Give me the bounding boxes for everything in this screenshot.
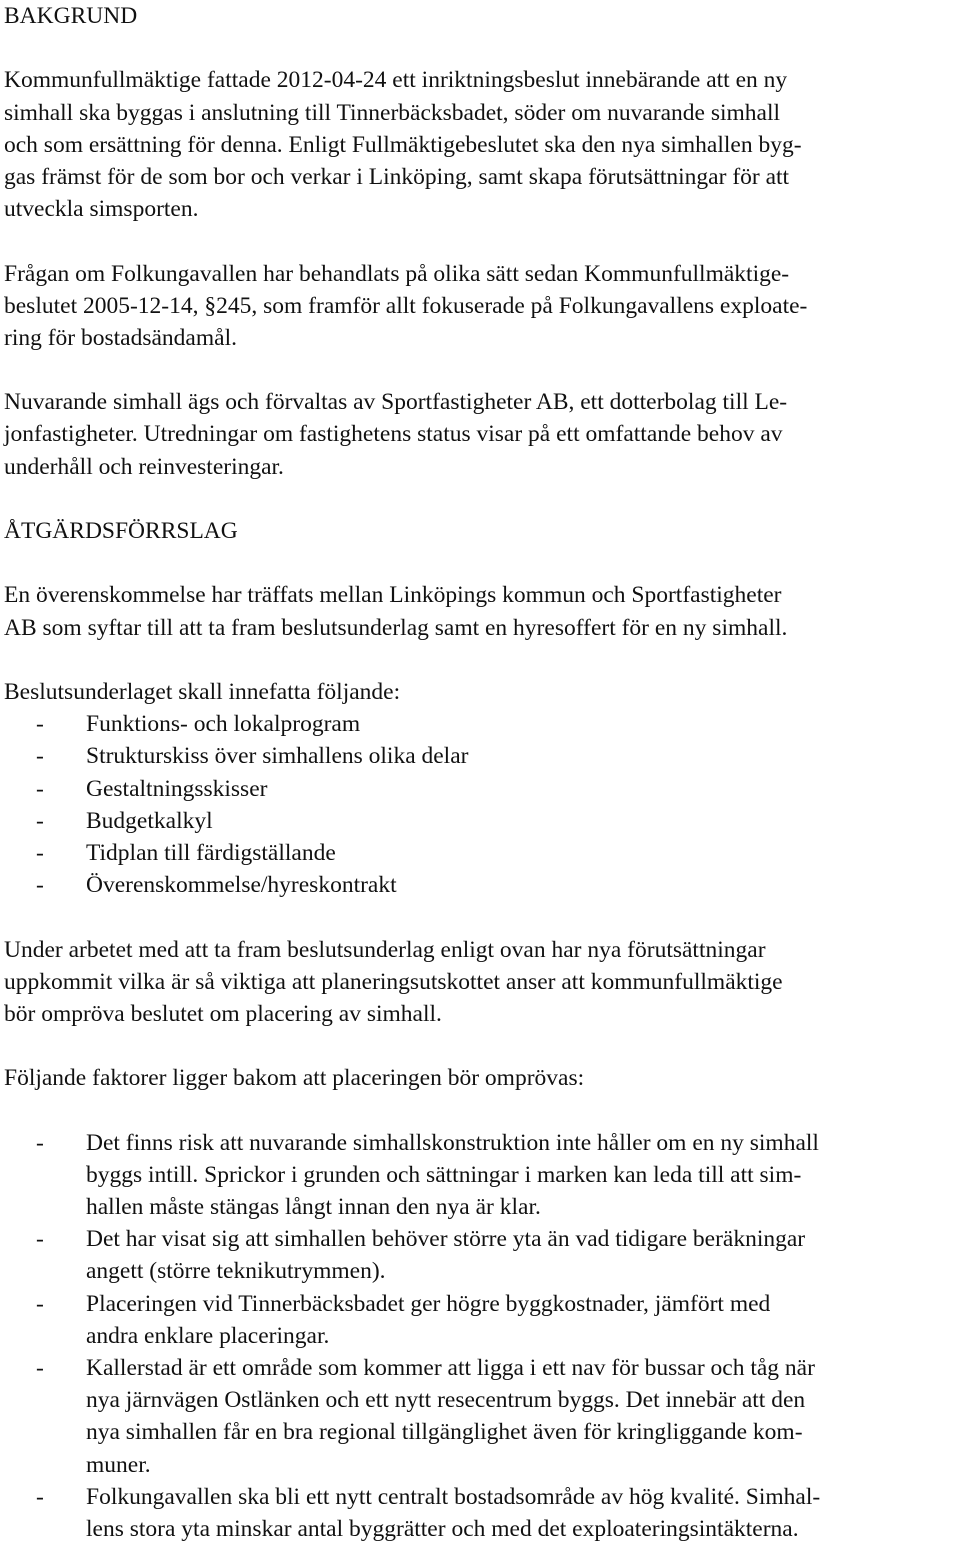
list-item — [4, 837, 958, 869]
dash-bullet: - — [36, 711, 44, 738]
dash-bullet: - — [36, 1226, 44, 1253]
paragraph-line: En överenskommelse har träffats mellan Linköpings kommun och Sportfastigheter — [4, 582, 782, 609]
paragraph-line: AB som syftar till att ta fram beslutsunderlag samt en hyresoffert för en ny simhall. — [4, 614, 788, 641]
paragraph-line: uppkommit vilka är så viktiga att planeringsutskottet anser att kommunfullmäktige — [4, 968, 783, 995]
paragraph-line: beslutet 2005-12-14, §245, som framför allt fokuserade på Folkungavallens exploate- — [4, 292, 808, 319]
paragraph-line: ring för bostadsändamål. — [4, 324, 237, 351]
list-item-line: byggs intill. Sprickor i grunden och sättningar i marken kan leda till att sim- — [86, 1161, 802, 1188]
list-item-line: Det finns risk att nuvarande simhallskonstruktion inte håller om en ny simhall — [86, 1129, 819, 1156]
list-item-line: Tidplan till färdigställande — [86, 839, 336, 866]
paragraph-line: gas främst för de som bor och verkar i Linköping, samt skapa förutsättningar för att — [4, 163, 790, 190]
paragraph-line: och som ersättning för denna. Enligt Fullmäktigebeslutet ska den nya simhallen byg- — [4, 131, 802, 158]
paragraph-line: simhall ska byggas i anslutning till Tinnerbäcksbadet, söder om nuvarande simhall — [4, 99, 781, 126]
list-item-line: Strukturskiss över simhallens olika delar — [86, 743, 469, 770]
paragraph-1 — [4, 64, 958, 225]
list-intro-beslutsunderlag: Beslutsunderlaget skall innefatta följande: — [4, 678, 401, 705]
list-item-line: Kallerstad är ett område som kommer att ligga i ett nav för bussar och tåg när — [86, 1354, 815, 1381]
list-item-line: muner. — [86, 1451, 151, 1478]
heading-atgardsforslag: ÅTGÄRDSFÖRRSLAG — [4, 518, 238, 544]
spacer — [4, 547, 958, 579]
paragraph-line: Kommunfullmäktige fattade 2012-04-24 ett inriktningsbeslut innebärande att en ny — [4, 67, 788, 94]
list-item — [4, 805, 958, 837]
list-item-line: Folkungavallen ska bli ett nytt centralt bostadsområde av hög kvalité. Simhal- — [86, 1483, 821, 1510]
list-item — [4, 1352, 958, 1481]
heading-bakgrund: BAKGRUND — [4, 3, 138, 29]
spacer — [4, 225, 958, 257]
paragraph-line: underhåll och reinvesteringar. — [4, 453, 284, 480]
spacer — [4, 1030, 958, 1062]
list-item-line: nya simhallen får en bra regional tillgänglighet även för kringliggande kom- — [86, 1419, 803, 1446]
list-item-line: hallen måste stängas långt innan den nya är klar. — [86, 1194, 541, 1221]
list-item — [4, 1288, 958, 1352]
list-item-line: nya järnvägen Ostlänken och ett nytt resecentrum byggs. Det innebär att den — [86, 1387, 806, 1414]
list-intro-faktorer: Följande faktorer ligger bakom att placeringen bör omprövas: — [4, 1065, 585, 1092]
paragraph-line: Under arbetet med att ta fram beslutsunderlag enligt ovan har nya förutsättningar — [4, 936, 766, 963]
paragraph-4 — [4, 579, 958, 643]
document-page — [4, 0, 958, 1545]
dash-bullet: - — [36, 1354, 44, 1381]
paragraph-line: utveckla simsporten. — [4, 196, 199, 223]
dash-bullet: - — [36, 839, 44, 866]
paragraph-5 — [4, 934, 958, 1031]
list-item — [4, 1127, 958, 1224]
list-item — [4, 869, 958, 901]
paragraph-line: jonfastigheter. Utredningar om fastighetens status visar på ett omfattande behov av — [4, 421, 783, 448]
dash-bullet: - — [36, 743, 44, 770]
spacer — [4, 901, 958, 933]
list-item-line: andra enklare placeringar. — [86, 1322, 330, 1349]
list-item — [4, 740, 958, 772]
spacer — [4, 32, 958, 64]
bullet-list-beslutsunderlag — [4, 708, 958, 901]
list-item-line: Överenskommelse/hyreskontrakt — [86, 872, 397, 899]
list-item-line: Funktions- och lokalprogram — [86, 711, 361, 738]
list-item — [4, 1223, 958, 1287]
spacer — [4, 483, 958, 515]
spacer — [4, 1094, 958, 1126]
dash-bullet: - — [36, 807, 44, 834]
list-item — [4, 773, 958, 805]
dash-bullet: - — [36, 1129, 44, 1156]
dash-bullet: - — [36, 1290, 44, 1317]
bullet-list-faktorer — [4, 1127, 958, 1545]
paragraph-line: Nuvarande simhall ägs och förvaltas av Sportfastigheter AB, ett dotterbolag till Le- — [4, 389, 788, 416]
list-item-line: lens stora yta minskar antal byggrätter och med det exploateringsintäkterna. — [86, 1515, 799, 1542]
list-item-line: angett (större teknikutrymmen). — [86, 1258, 386, 1285]
list-item-line: Budgetkalkyl — [86, 807, 213, 834]
list-item — [4, 1481, 958, 1545]
list-item-line: Det har visat sig att simhallen behöver större yta än vad tidigare beräkningar — [86, 1226, 806, 1253]
paragraph-2 — [4, 258, 958, 355]
spacer — [4, 644, 958, 676]
list-item-line: Placeringen vid Tinnerbäcksbadet ger högre byggkostnader, jämfört med — [86, 1290, 771, 1317]
paragraph-line: bör ompröva beslutet om placering av simhall. — [4, 1000, 442, 1027]
paragraph-line: Frågan om Folkungavallen har behandlats på olika sätt sedan Kommunfullmäktige- — [4, 260, 790, 287]
list-item — [4, 708, 958, 740]
dash-bullet: - — [36, 872, 44, 899]
dash-bullet: - — [36, 775, 44, 802]
paragraph-3 — [4, 386, 958, 483]
list-item-line: Gestaltningsskisser — [86, 775, 268, 802]
spacer — [4, 354, 958, 386]
dash-bullet: - — [36, 1483, 44, 1510]
